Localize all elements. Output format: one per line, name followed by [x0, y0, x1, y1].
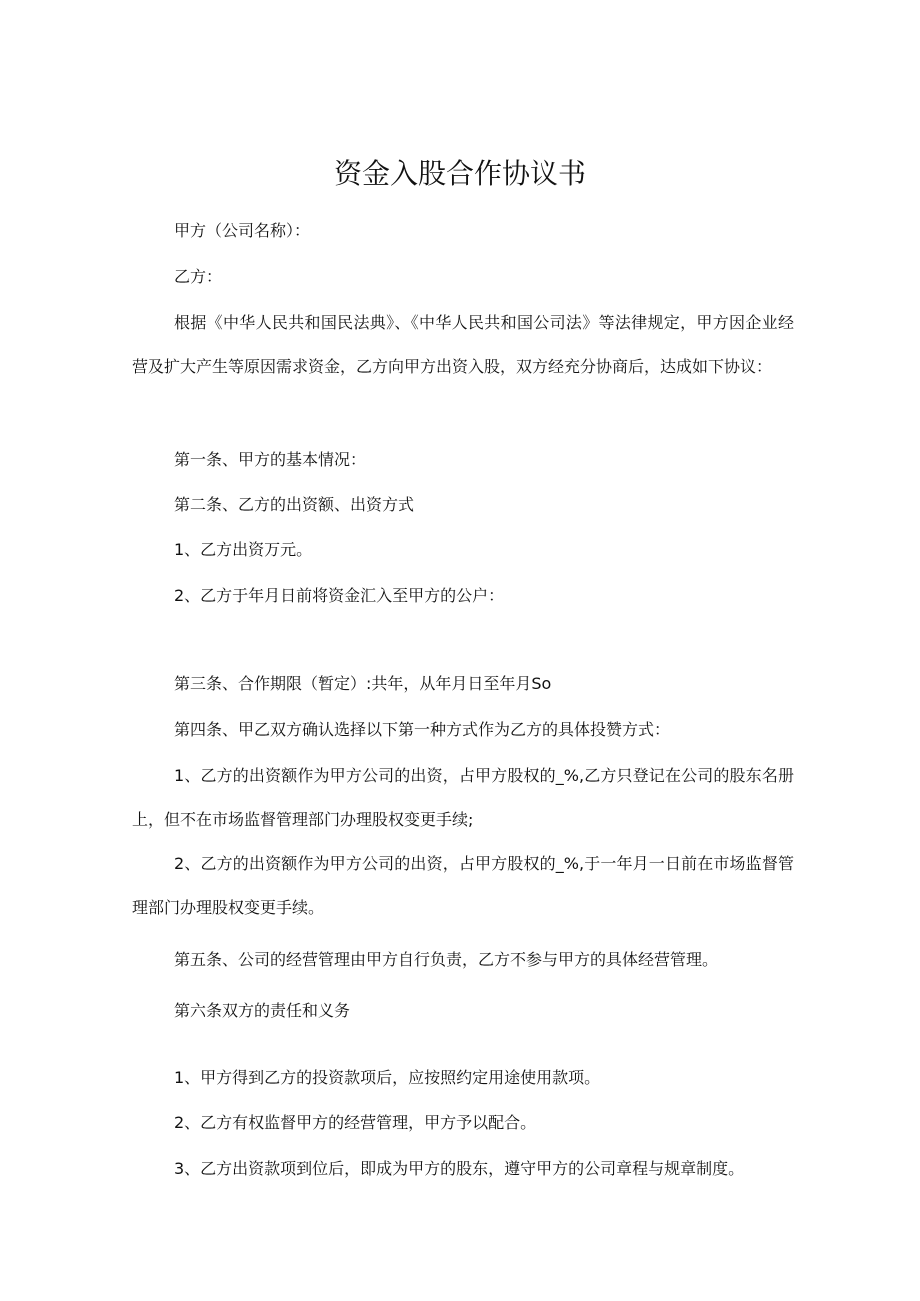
article-6-item-3: 3、乙方出资款项到位后，即成为甲方的股东，遵守甲方的公司章程与规章制度。 — [174, 1159, 745, 1178]
article-2-item-1: 1、乙方出资万元。 — [174, 540, 313, 559]
article-6-item-2: 2、乙方有权监督甲方的经营管理，甲方予以配合。 — [174, 1113, 537, 1132]
party-a-line: 甲方（公司名称）： — [174, 221, 311, 240]
article-2-item-2: 2、乙方于年月日前将资金汇入至甲方的公户： — [174, 586, 505, 605]
article-1-heading: 第一条、甲方的基本情况： — [174, 450, 367, 469]
article-6-item-1: 1、甲方得到乙方的投资款项后，应按照约定用途使用款项。 — [174, 1068, 601, 1087]
preamble-paragraph: 根据《中华人民共和国民法典》、《中华人民共和国公司法》等法律规定，甲方因企业经营及扩大产生等原因需求资金，乙方向甲方出资入股，双方经充分协商后，达成如下协议： — [132, 313, 794, 376]
article-4-item-2: 2、乙方的出资额作为甲方公司的出资，占甲方股权的_%,于一年月一日前在市场监督管理部门办理股权变更手续。 — [132, 854, 794, 917]
article-5-paragraph: 第五条、公司的经营管理由甲方自行负责，乙方不参与甲方的具体经营管理。 — [174, 950, 719, 969]
article-2-heading: 第二条、乙方的出资额、出资方式 — [174, 495, 415, 514]
article-6-heading: 第六条双方的责任和义务 — [174, 1001, 351, 1020]
party-b-line: 乙方： — [174, 267, 223, 286]
article-3-heading: 第三条、合作期限（暂定）:共年，从年月日至年月So — [174, 674, 552, 693]
article-4-item-1: 1、乙方的出资额作为甲方公司的出资，占甲方股权的_%,乙方只登记在公司的股东名册上，但不在市场监督管理部门办理股权变更手续; — [132, 766, 794, 829]
article-4-heading: 第四条、甲乙双方确认选择以下第一种方式作为乙方的具体投赞方式： — [174, 720, 671, 739]
document-title: 资金入股合作协议书 — [333, 157, 586, 190]
